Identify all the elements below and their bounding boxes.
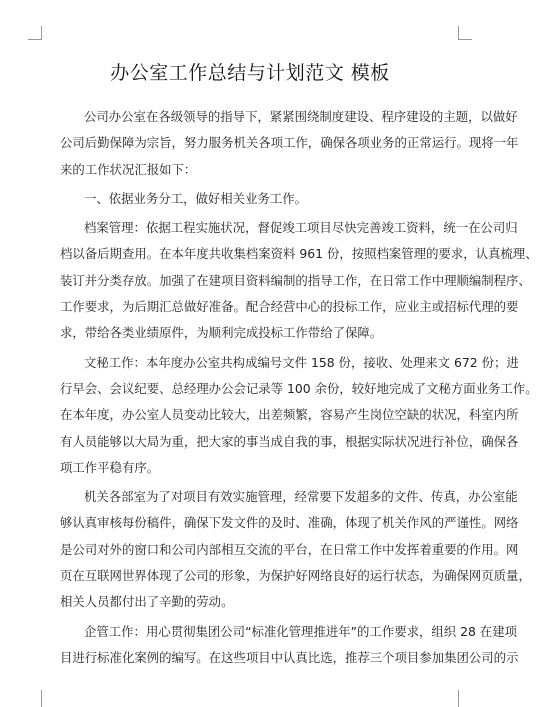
crop-mark-top-right-v: [458, 26, 459, 40]
body-line: 装订并分类存放。加强了在建项目资料编制的指导工作，在日常工作中理顺编制程序、: [60, 272, 531, 288]
body-line: 公司办公室在各级领导的指导下，紧紧围绕制度建设、程序建设的主题，以做好: [84, 109, 518, 124]
body-line: 项工作平稳有序。: [60, 459, 160, 475]
section-heading: 一、依据业务分工，做好相关业务工作。: [84, 190, 308, 206]
body-line: 文秘工作：本年度办公室共构成编号文件 158 份，接收、处理来文 672 份；进: [84, 354, 519, 370]
body-line: 企管工作：用心贯彻集团公司“标准化管理推进年”的工作要求，组织 28 在建项: [84, 623, 517, 639]
document-title: 办公室工作总结与计划范文 模板: [110, 62, 390, 84]
body-line: 档以备后期查用。在本年度共收集档案资料 961 份，按照档案管理的要求，认真梳理、: [60, 246, 538, 262]
document-body: [60, 104, 538, 671]
crop-mark-top-right-h: [459, 39, 472, 40]
body-line: 档案管理：依据工程实施状况，督促竣工项目尽快完善竣工资料，统一在公司归: [84, 220, 518, 236]
body-line: 行早会、会议纪要、总经理办公会记录等 100 余份，较好地完成了文秘方面业务工作。: [60, 380, 538, 396]
crop-mark-top-left-v: [41, 26, 42, 40]
body-line: 够认真审核每份稿件，确保下发文件的及时、准确，体现了机关作风的严谨性。网络: [60, 515, 519, 531]
body-line: 相关人员都付出了辛勤的劳动。: [60, 594, 234, 610]
body-line: 在本年度，办公室人员变动比较大，出差频繁，容易产生岗位空缺的状况，科室内所: [60, 407, 519, 423]
crop-mark-top-left-h: [28, 39, 41, 40]
crop-mark-bottom-right-v: [458, 690, 459, 707]
body-line: 页在互联网世界体现了公司的形象，为保护好网络良好的运行状态，为确保网页质量，: [60, 568, 531, 584]
body-line: 目进行标准化案例的编写。在这些项目中认真比选，推荐三个项目参加集团公司的示: [60, 649, 519, 665]
body-line: 工作要求，为后期汇总做好准备。配合经营中心的投标工作，应业主或招标代理的要: [60, 299, 519, 315]
body-line: 求，带给各类业绩原件，为顺利完成投标工作带给了保障。: [60, 325, 383, 341]
crop-mark-bottom-left-v: [41, 690, 42, 707]
body-line: 是公司对外的窗口和公司内部相互交流的平台，在日常工作中发挥着重要的作用。网: [60, 541, 519, 557]
body-line: 有人员能够以大局为重，把大家的事当成自我的事，根据实际状况进行补位，确保各: [60, 433, 519, 449]
body-line: 机关各部室为了对项目有效实施管理，经常要下发超多的文件、传真，办公室能: [84, 489, 518, 505]
body-line: 来的工作状况汇报如下：: [60, 161, 197, 177]
body-line: 公司后勤保障为宗旨，努力服务机关各项工作，确保各项业务的正常运行。现将一年: [60, 135, 519, 151]
